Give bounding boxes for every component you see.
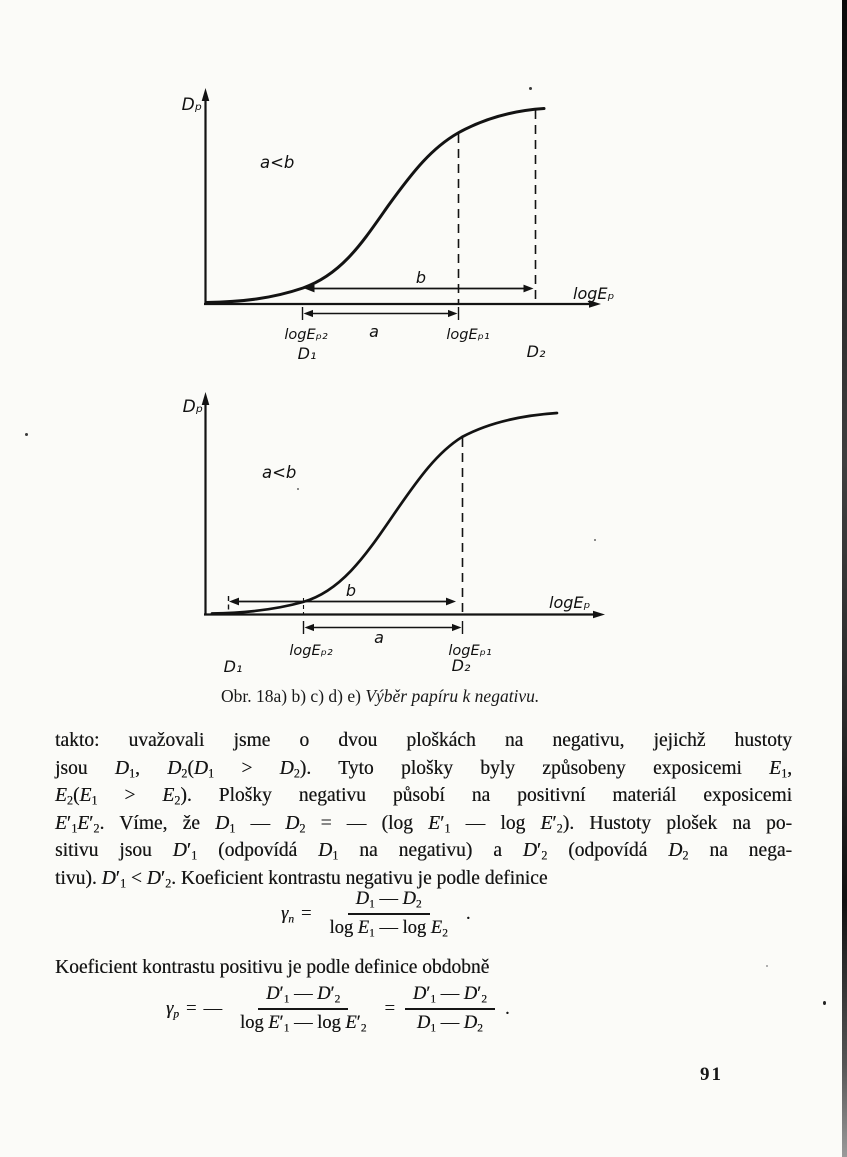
log-ep1-label: logEₚ₁	[446, 327, 490, 343]
b-interval-arrow	[229, 598, 456, 606]
paragraph-line: tivu). $D'_1 < D'_2$. Koeficient kontrastu negativu je podle definice	[55, 867, 548, 891]
d2-label: D₂	[451, 656, 471, 675]
paragraph-2: Koeficient kontrastu positivu je podle definice obdobně	[55, 957, 490, 978]
scan-speck	[594, 539, 596, 541]
scan-edge-artifact	[842, 0, 847, 1157]
fraction	[405, 984, 495, 1034]
formula-period: .	[504, 998, 510, 1019]
fraction-denominator: $\log E_1$ — $\log E_2$	[329, 918, 448, 940]
paragraph-line: jsou $D_1$, $D_2(D_1 > D_2)$. Tyto plošky byly způsobeny exposicemi $E_1$,	[55, 757, 793, 781]
inequality-note: a<b	[260, 153, 295, 172]
minus-sign: —	[203, 998, 222, 1019]
b-interval-label: b	[345, 581, 357, 600]
equals-sign: =	[301, 903, 312, 924]
figure-caption	[221, 686, 539, 707]
d2-label: D₂	[526, 342, 546, 361]
paragraph-line: sitivu jsou $D'_1$ (odpovídá $D_1$ na negativu) a $D'_2$ (odpovídá $D_2$ na nega-	[55, 840, 792, 863]
fraction	[232, 984, 374, 1034]
x-axis-label: logEₚ	[573, 284, 615, 303]
figure-graph-bottom	[150, 390, 670, 690]
fraction-denominator: $\log E'_1$ — $\log E'_2$	[239, 1013, 367, 1035]
fraction-numerator: $D'_1$ — $D'_2$	[405, 984, 495, 1010]
paragraph-line: takto: uvažovali jsme o dvou ploškách na negativu, jejichž hustoty	[55, 730, 792, 751]
log-ep2-label: logEₚ₂	[289, 643, 333, 659]
paragraph-1	[55, 727, 792, 893]
page-number: 91	[700, 1064, 723, 1085]
characteristic-curve	[212, 413, 557, 614]
y-axis-label: Dₚ	[182, 397, 203, 417]
formula-period: .	[465, 903, 471, 924]
scan-speck	[766, 965, 768, 967]
fraction-numerator: $D'_1$ — $D'_2$	[258, 984, 348, 1010]
x-axis-arrowhead	[593, 611, 605, 619]
log-ep2-label: logEₚ₂	[284, 327, 328, 343]
d1-label: D₁	[223, 657, 243, 676]
y-axis-label: Dₚ	[181, 95, 202, 115]
fraction-numerator: $D_1$ — $D_2$	[348, 889, 430, 915]
equals-sign: =	[384, 998, 395, 1019]
y-axis-arrowhead	[202, 88, 210, 101]
formula-gamma-n	[281, 889, 470, 939]
scan-speck	[25, 433, 28, 436]
figure-graph-top	[150, 85, 650, 375]
fraction	[321, 889, 455, 939]
formula-gamma-p	[166, 984, 510, 1034]
inequality-note: a<b	[262, 463, 297, 482]
paragraph-line: $E_2(E_1 > E_2)$. Plošky negativu působí na positivní materiál exposicemi	[55, 785, 792, 808]
a-interval-label: a	[369, 322, 379, 341]
x-axis-label: logEₚ	[549, 593, 591, 612]
scan-speck	[823, 1001, 826, 1005]
paragraph-line: $E'_1E'_2$. Víme, že $D_1$ — $D_2$ = — (log $E'_1$ — $\log E'_2$). Hustoty plošek na po-	[55, 812, 793, 836]
fraction-denominator: $D_1$ — $D_2$	[416, 1013, 483, 1035]
scan-speck	[297, 488, 299, 490]
formula-lhs: $\gamma_n$	[281, 903, 295, 925]
characteristic-curve	[206, 109, 544, 303]
a-interval-label: a	[374, 628, 384, 647]
scan-speck	[529, 87, 532, 90]
log-ep1-label: logEₚ₁	[448, 643, 492, 659]
b-interval-label: b	[415, 268, 427, 287]
formula-lhs: $\gamma_p$	[166, 998, 180, 1020]
a-interval-arrow	[303, 307, 459, 320]
equals-sign: =	[186, 998, 197, 1019]
d1-label: D₁	[297, 344, 317, 363]
figure-caption-prefix: Obr. 18a) b) c) d) e)	[221, 686, 366, 706]
figure-caption-title: Výběr papíru k negativu.	[365, 686, 540, 706]
